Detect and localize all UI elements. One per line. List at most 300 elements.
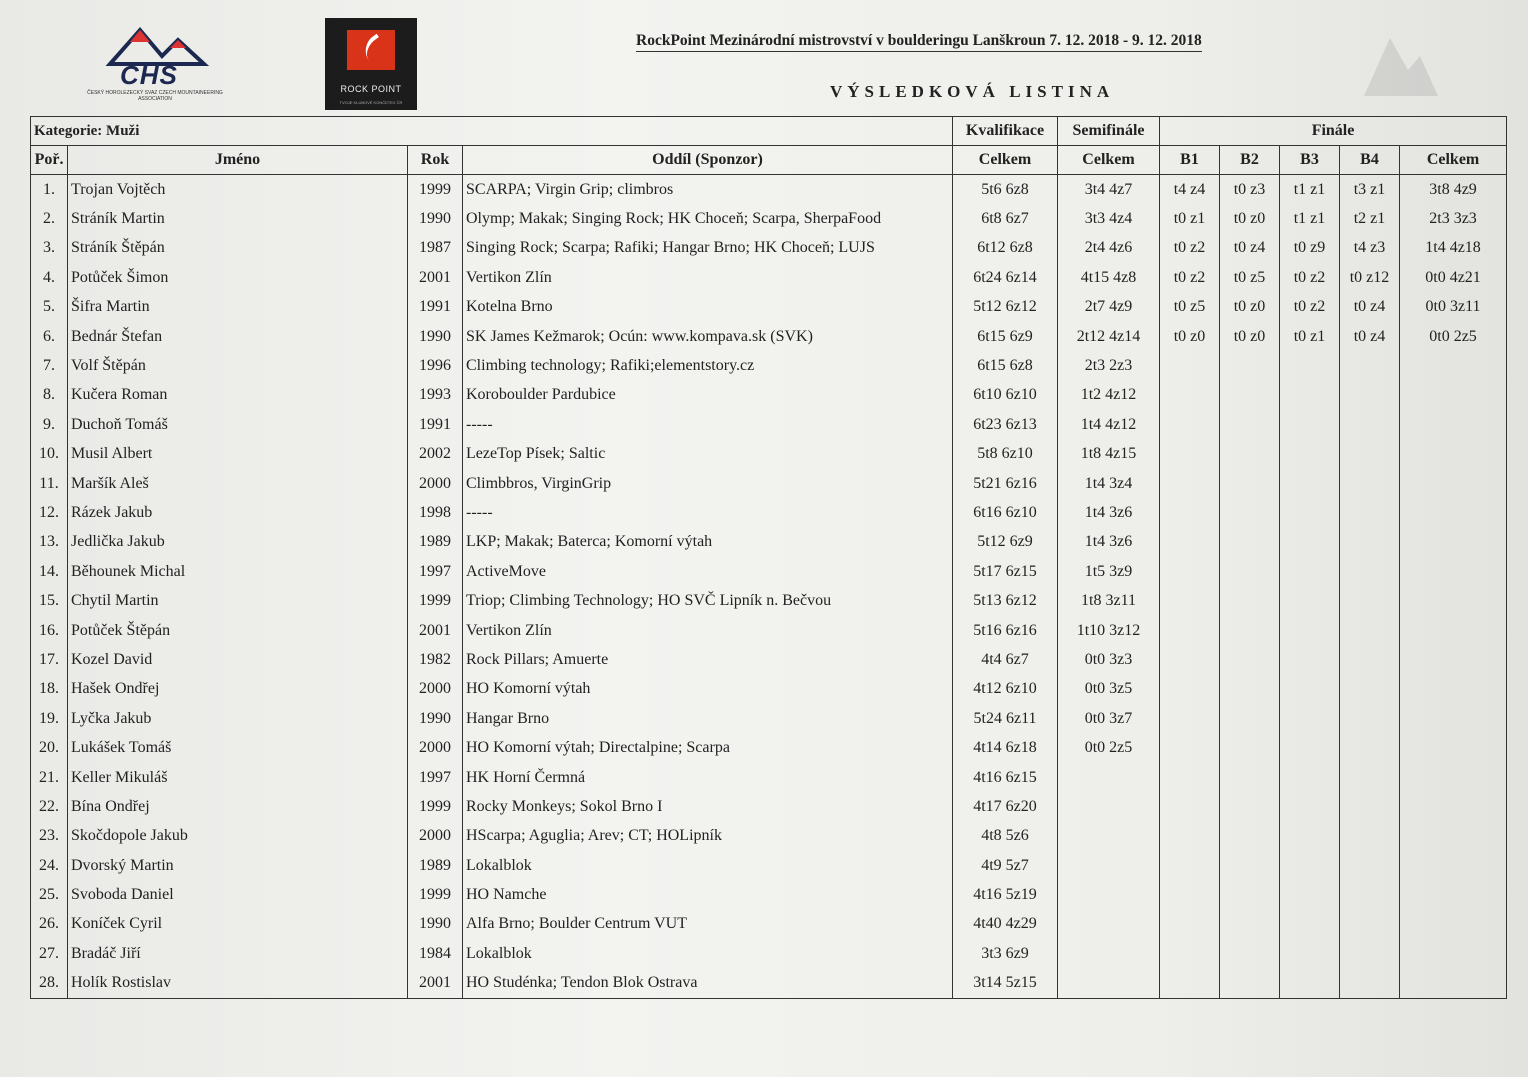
cell-name: Rázek Jakub — [68, 498, 408, 527]
table-row — [31, 469, 1507, 498]
cell-b3 — [1280, 586, 1340, 615]
cell-year: 1987 — [408, 234, 463, 263]
cell-kval-total: 4t8 5z6 — [953, 822, 1058, 851]
cell-fin-total — [1400, 969, 1507, 999]
rockpoint-logo-subtitle: TVOJE KLUBOVÉ KONČETEX ČR — [339, 100, 403, 105]
cell-b1 — [1160, 469, 1220, 498]
cell-club: ----- — [463, 410, 953, 439]
cell-year: 1990 — [408, 704, 463, 733]
cell-b2: t0 z3 — [1220, 175, 1280, 205]
cell-year: 1997 — [408, 557, 463, 586]
cell-b2 — [1220, 557, 1280, 586]
finale-header: Finále — [1160, 117, 1507, 146]
cell-rank: 23. — [31, 822, 68, 851]
cell-year: 1993 — [408, 381, 463, 410]
cell-kval-total: 5t24 6z11 — [953, 704, 1058, 733]
cell-kval-total: 4t9 5z7 — [953, 851, 1058, 880]
cell-b4 — [1340, 498, 1400, 527]
cell-b1: t4 z4 — [1160, 175, 1220, 205]
cell-rank: 16. — [31, 616, 68, 645]
table-row — [31, 498, 1507, 527]
cell-kval-total: 6t15 6z9 — [953, 322, 1058, 351]
cell-year: 1991 — [408, 410, 463, 439]
cell-semi-total: 2t4 4z6 — [1058, 234, 1160, 263]
cell-b3 — [1280, 528, 1340, 557]
cell-b3: t1 z1 — [1280, 204, 1340, 233]
cell-b3 — [1280, 410, 1340, 439]
cell-b1 — [1160, 410, 1220, 439]
cell-b4: t0 z4 — [1340, 293, 1400, 322]
cell-semi-total: 1t4 3z6 — [1058, 528, 1160, 557]
cell-year: 1999 — [408, 792, 463, 821]
cell-fin-total — [1400, 675, 1507, 704]
cell-semi-total: 1t4 4z12 — [1058, 410, 1160, 439]
cell-b2 — [1220, 733, 1280, 762]
category-label: Kategorie: Muži — [31, 117, 953, 146]
cell-name: Lyčka Jakub — [68, 704, 408, 733]
cell-b3: t0 z2 — [1280, 293, 1340, 322]
col-semi-total-header: Celkem — [1058, 146, 1160, 175]
cell-b4 — [1340, 616, 1400, 645]
cell-b2 — [1220, 616, 1280, 645]
chs-logo-text: CHS — [120, 60, 178, 90]
cell-name: Skočdopole Jakub — [68, 822, 408, 851]
cell-club: Triop; Climbing Technology; HO SVČ Lipník n. Bečvou — [463, 586, 953, 615]
cell-b4 — [1340, 410, 1400, 439]
event-title: RockPoint Mezinárodní mistrovství v boulderingu Lanškroun 7. 12. 2018 - 9. 12. 2018 — [636, 32, 1202, 52]
cell-semi-total — [1058, 939, 1160, 968]
cell-rank: 18. — [31, 675, 68, 704]
cell-b1 — [1160, 880, 1220, 909]
table-row — [31, 910, 1507, 939]
table-row — [31, 880, 1507, 909]
cell-name: Dvorský Martin — [68, 851, 408, 880]
cell-b3 — [1280, 381, 1340, 410]
cell-name: Kozel David — [68, 645, 408, 674]
cell-rank: 6. — [31, 322, 68, 351]
col-fin-total-header: Celkem — [1400, 146, 1507, 175]
cell-b4 — [1340, 733, 1400, 762]
cell-b2 — [1220, 351, 1280, 380]
table-row — [31, 234, 1507, 263]
cell-b3 — [1280, 704, 1340, 733]
cell-year: 1984 — [408, 939, 463, 968]
cell-b3 — [1280, 645, 1340, 674]
cell-kval-total: 4t12 6z10 — [953, 675, 1058, 704]
cell-fin-total — [1400, 586, 1507, 615]
cell-year: 1990 — [408, 910, 463, 939]
cell-b1 — [1160, 851, 1220, 880]
cell-kval-total: 6t16 6z10 — [953, 498, 1058, 527]
cell-club: HK Horní Čermná — [463, 763, 953, 792]
cell-b1 — [1160, 381, 1220, 410]
cell-club: Singing Rock; Scarpa; Rafiki; Hangar Brno; HK Choceň; LUJS — [463, 234, 953, 263]
cell-rank: 21. — [31, 763, 68, 792]
cell-b1 — [1160, 351, 1220, 380]
cell-b4 — [1340, 528, 1400, 557]
cell-b4 — [1340, 822, 1400, 851]
cell-kval-total: 4t16 6z15 — [953, 763, 1058, 792]
table-row — [31, 263, 1507, 292]
cell-name: Šifra Martin — [68, 293, 408, 322]
cell-rank: 15. — [31, 586, 68, 615]
cell-b2 — [1220, 939, 1280, 968]
cell-fin-total — [1400, 410, 1507, 439]
cell-fin-total — [1400, 645, 1507, 674]
table-row — [31, 440, 1507, 469]
cell-fin-total: 0t0 4z21 — [1400, 263, 1507, 292]
cell-kval-total: 3t14 5z15 — [953, 969, 1058, 999]
cell-year: 1997 — [408, 763, 463, 792]
cell-kval-total: 6t8 6z7 — [953, 204, 1058, 233]
table-row — [31, 822, 1507, 851]
cell-name: Běhounek Michal — [68, 557, 408, 586]
cell-kval-total: 4t16 5z19 — [953, 880, 1058, 909]
cell-name: Lukášek Tomáš — [68, 733, 408, 762]
cell-year: 1982 — [408, 645, 463, 674]
cell-club: HO Studénka; Tendon Blok Ostrava — [463, 969, 953, 999]
cell-semi-total: 0t0 3z5 — [1058, 675, 1160, 704]
table-row — [31, 586, 1507, 615]
cell-rank: 13. — [31, 528, 68, 557]
cell-fin-total — [1400, 469, 1507, 498]
cell-semi-total: 3t4 4z7 — [1058, 175, 1160, 205]
cell-rank: 11. — [31, 469, 68, 498]
cell-b4 — [1340, 381, 1400, 410]
cell-name: Bradáč Jiří — [68, 939, 408, 968]
col-name-header: Jméno — [68, 146, 408, 175]
cell-fin-total — [1400, 381, 1507, 410]
cell-fin-total — [1400, 557, 1507, 586]
cell-b4 — [1340, 704, 1400, 733]
cell-semi-total: 1t4 3z6 — [1058, 498, 1160, 527]
col-year-header: Rok — [408, 146, 463, 175]
table-row — [31, 322, 1507, 351]
cell-club: Rock Pillars; Amuerte — [463, 645, 953, 674]
cell-b3 — [1280, 469, 1340, 498]
cell-b1 — [1160, 969, 1220, 999]
cell-rank: 25. — [31, 880, 68, 909]
cell-name: Holík Rostislav — [68, 969, 408, 999]
cell-rank: 24. — [31, 851, 68, 880]
table-group-header-row — [31, 117, 1507, 146]
cell-b3 — [1280, 675, 1340, 704]
cell-b1: t0 z1 — [1160, 204, 1220, 233]
table-row — [31, 175, 1507, 205]
cell-b2 — [1220, 440, 1280, 469]
cell-fin-total — [1400, 851, 1507, 880]
cell-b1 — [1160, 939, 1220, 968]
cell-name: Jedlička Jakub — [68, 528, 408, 557]
cell-name: Hašek Ondřej — [68, 675, 408, 704]
cell-kval-total: 6t24 6z14 — [953, 263, 1058, 292]
cell-club: SCARPA; Virgin Grip; climbros — [463, 175, 953, 205]
cell-name: Bednár Štefan — [68, 322, 408, 351]
cell-year: 1990 — [408, 322, 463, 351]
cell-kval-total: 6t15 6z8 — [953, 351, 1058, 380]
cell-rank: 5. — [31, 293, 68, 322]
cell-club: Hangar Brno — [463, 704, 953, 733]
cell-rank: 12. — [31, 498, 68, 527]
cell-b1 — [1160, 528, 1220, 557]
cell-year: 2000 — [408, 733, 463, 762]
cell-club: HO Komorní výtah; Directalpine; Scarpa — [463, 733, 953, 762]
cell-rank: 1. — [31, 175, 68, 205]
cell-year: 2000 — [408, 822, 463, 851]
cell-fin-total: 2t3 3z3 — [1400, 204, 1507, 233]
cell-club: SK James Kežmarok; Ocún: www.kompava.sk (SVK) — [463, 322, 953, 351]
chs-logo-subtitle: ČESKÝ HOROLEZECKÝ SVAZ CZECH MOUNTAINEERING ASSOCIATION — [87, 90, 223, 102]
cell-semi-total: 0t0 3z3 — [1058, 645, 1160, 674]
cell-rank: 19. — [31, 704, 68, 733]
cell-fin-total — [1400, 704, 1507, 733]
cell-b1: t0 z2 — [1160, 263, 1220, 292]
cell-name: Stráník Štěpán — [68, 234, 408, 263]
cell-fin-total: 0t0 3z11 — [1400, 293, 1507, 322]
cell-semi-total: 1t8 4z15 — [1058, 440, 1160, 469]
cell-b2 — [1220, 969, 1280, 999]
table-row — [31, 293, 1507, 322]
cell-b2: t0 z0 — [1220, 293, 1280, 322]
cell-semi-total: 1t5 3z9 — [1058, 557, 1160, 586]
cell-club: Koroboulder Pardubice — [463, 381, 953, 410]
cell-year: 2000 — [408, 675, 463, 704]
table-row — [31, 645, 1507, 674]
cell-b1: t0 z5 — [1160, 293, 1220, 322]
cell-b1 — [1160, 822, 1220, 851]
cell-fin-total — [1400, 792, 1507, 821]
cell-fin-total — [1400, 351, 1507, 380]
cell-club: ActiveMove — [463, 557, 953, 586]
cell-kval-total: 5t21 6z16 — [953, 469, 1058, 498]
cell-b3: t0 z9 — [1280, 234, 1340, 263]
semifinale-header: Semifinále — [1058, 117, 1160, 146]
cell-b4 — [1340, 880, 1400, 909]
cell-b1: t0 z2 — [1160, 234, 1220, 263]
cell-b4 — [1340, 557, 1400, 586]
cell-b2 — [1220, 880, 1280, 909]
cell-club: LezeTop Písek; Saltic — [463, 440, 953, 469]
cell-b4 — [1340, 910, 1400, 939]
cell-year: 1996 — [408, 351, 463, 380]
cell-year: 1989 — [408, 851, 463, 880]
cell-b2 — [1220, 498, 1280, 527]
cell-name: Bína Ondřej — [68, 792, 408, 821]
cell-name: Potůček Štěpán — [68, 616, 408, 645]
cell-semi-total — [1058, 822, 1160, 851]
cell-rank: 8. — [31, 381, 68, 410]
cell-b2 — [1220, 528, 1280, 557]
cell-year: 2001 — [408, 263, 463, 292]
cell-club: Lokalblok — [463, 851, 953, 880]
cell-fin-total — [1400, 939, 1507, 968]
cell-year: 1990 — [408, 204, 463, 233]
cell-b4 — [1340, 469, 1400, 498]
cell-kval-total: 5t16 6z16 — [953, 616, 1058, 645]
cell-semi-total — [1058, 880, 1160, 909]
cell-fin-total — [1400, 822, 1507, 851]
cell-rank: 28. — [31, 969, 68, 999]
cell-club: HO Namche — [463, 880, 953, 909]
cell-b3 — [1280, 822, 1340, 851]
cell-semi-total: 0t0 3z7 — [1058, 704, 1160, 733]
cell-kval-total: 4t40 4z29 — [953, 910, 1058, 939]
cell-b2 — [1220, 645, 1280, 674]
cell-b4 — [1340, 763, 1400, 792]
cell-b4: t0 z12 — [1340, 263, 1400, 292]
table-row — [31, 792, 1507, 821]
cell-club: Olymp; Makak; Singing Rock; HK Choceň; Scarpa, SherpaFood — [463, 204, 953, 233]
table-row — [31, 616, 1507, 645]
cell-b4: t3 z1 — [1340, 175, 1400, 205]
cell-b1 — [1160, 763, 1220, 792]
chs-logo — [80, 26, 230, 108]
results-table — [30, 116, 1507, 999]
cell-b4 — [1340, 675, 1400, 704]
cell-year: 1999 — [408, 175, 463, 205]
table-row — [31, 351, 1507, 380]
cell-semi-total: 1t2 4z12 — [1058, 381, 1160, 410]
cell-semi-total: 0t0 2z5 — [1058, 733, 1160, 762]
cell-name: Chytil Martin — [68, 586, 408, 615]
cell-club: LKP; Makak; Baterca; Komorní výtah — [463, 528, 953, 557]
kvalifikace-header: Kvalifikace — [953, 117, 1058, 146]
cell-b4 — [1340, 969, 1400, 999]
cell-club: Kotelna Brno — [463, 293, 953, 322]
table-row — [31, 557, 1507, 586]
cell-kval-total: 4t14 6z18 — [953, 733, 1058, 762]
results-body — [31, 175, 1507, 999]
cell-b4 — [1340, 792, 1400, 821]
cell-b3 — [1280, 733, 1340, 762]
cell-semi-total — [1058, 763, 1160, 792]
cell-b2 — [1220, 586, 1280, 615]
col-rank-header: Poř. — [31, 146, 68, 175]
cell-club: Lokalblok — [463, 939, 953, 968]
cell-club: HScarpa; Aguglia; Arev; CT; HOLipník — [463, 822, 953, 851]
cell-b2 — [1220, 792, 1280, 821]
cell-kval-total: 5t17 6z15 — [953, 557, 1058, 586]
cell-b1 — [1160, 586, 1220, 615]
table-row — [31, 969, 1507, 999]
cell-semi-total: 2t3 2z3 — [1058, 351, 1160, 380]
cell-b3 — [1280, 792, 1340, 821]
cell-kval-total: 5t13 6z12 — [953, 586, 1058, 615]
cell-rank: 27. — [31, 939, 68, 968]
cell-b2: t0 z5 — [1220, 263, 1280, 292]
cell-year: 1999 — [408, 586, 463, 615]
cell-rank: 17. — [31, 645, 68, 674]
cell-b4 — [1340, 351, 1400, 380]
cell-semi-total: 1t4 3z4 — [1058, 469, 1160, 498]
cell-b4: t4 z3 — [1340, 234, 1400, 263]
cell-b2 — [1220, 410, 1280, 439]
cell-b1 — [1160, 645, 1220, 674]
table-row — [31, 204, 1507, 233]
cell-b4: t0 z4 — [1340, 322, 1400, 351]
table-row — [31, 410, 1507, 439]
cell-club: Vertikon Zlín — [463, 616, 953, 645]
cell-semi-total — [1058, 792, 1160, 821]
cell-semi-total: 1t8 3z11 — [1058, 586, 1160, 615]
cell-b1 — [1160, 440, 1220, 469]
cell-club: Climbbros, VirginGrip — [463, 469, 953, 498]
cell-name: Duchoň Tomáš — [68, 410, 408, 439]
cell-b2 — [1220, 469, 1280, 498]
cell-semi-total — [1058, 910, 1160, 939]
cell-b1 — [1160, 616, 1220, 645]
cell-rank: 7. — [31, 351, 68, 380]
cell-club: Climbing technology; Rafiki;elementstory.cz — [463, 351, 953, 380]
cell-year: 2000 — [408, 469, 463, 498]
cell-b1 — [1160, 498, 1220, 527]
cell-b3 — [1280, 851, 1340, 880]
cell-semi-total: 2t12 4z14 — [1058, 322, 1160, 351]
table-row — [31, 381, 1507, 410]
cell-fin-total — [1400, 763, 1507, 792]
cell-fin-total — [1400, 880, 1507, 909]
cell-semi-total — [1058, 851, 1160, 880]
cell-club: HO Komorní výtah — [463, 675, 953, 704]
cell-kval-total: 5t12 6z9 — [953, 528, 1058, 557]
cell-name: Stráník Martin — [68, 204, 408, 233]
cell-name: Trojan Vojtěch — [68, 175, 408, 205]
table-row — [31, 733, 1507, 762]
cell-name: Keller Mikuláš — [68, 763, 408, 792]
cell-rank: 9. — [31, 410, 68, 439]
cell-rank: 20. — [31, 733, 68, 762]
cell-club: ----- — [463, 498, 953, 527]
cell-name: Svoboda Daniel — [68, 880, 408, 909]
col-b4-header: B4 — [1340, 146, 1400, 175]
col-b1-header: B1 — [1160, 146, 1220, 175]
cell-kval-total: 6t12 6z8 — [953, 234, 1058, 263]
table-row — [31, 704, 1507, 733]
cell-b3 — [1280, 969, 1340, 999]
cell-b3 — [1280, 440, 1340, 469]
cell-b1: t0 z0 — [1160, 322, 1220, 351]
cell-b3 — [1280, 351, 1340, 380]
cell-name: Potůček Šimon — [68, 263, 408, 292]
cell-kval-total: 6t23 6z13 — [953, 410, 1058, 439]
cell-rank: 26. — [31, 910, 68, 939]
cell-b4 — [1340, 586, 1400, 615]
cell-club: Alfa Brno; Boulder Centrum VUT — [463, 910, 953, 939]
col-club-header: Oddíl (Sponzor) — [463, 146, 953, 175]
cell-b1 — [1160, 733, 1220, 762]
cell-b4 — [1340, 440, 1400, 469]
cell-year: 1991 — [408, 293, 463, 322]
document-title: VÝSLEDKOVÁ LISTINA — [830, 82, 1115, 101]
cell-rank: 3. — [31, 234, 68, 263]
cell-b2: t0 z4 — [1220, 234, 1280, 263]
cell-kval-total: 6t10 6z10 — [953, 381, 1058, 410]
cell-b3 — [1280, 616, 1340, 645]
cell-year: 2002 — [408, 440, 463, 469]
table-row — [31, 939, 1507, 968]
cell-b2: t0 z0 — [1220, 322, 1280, 351]
cell-kval-total: 3t3 6z9 — [953, 939, 1058, 968]
col-b3-header: B3 — [1280, 146, 1340, 175]
cell-b3: t0 z1 — [1280, 322, 1340, 351]
cell-fin-total — [1400, 440, 1507, 469]
watermark-mountain-icon — [1360, 30, 1440, 100]
cell-semi-total — [1058, 969, 1160, 999]
cell-name: Maršík Aleš — [68, 469, 408, 498]
cell-b3 — [1280, 880, 1340, 909]
cell-year: 2001 — [408, 616, 463, 645]
cell-name: Musil Albert — [68, 440, 408, 469]
